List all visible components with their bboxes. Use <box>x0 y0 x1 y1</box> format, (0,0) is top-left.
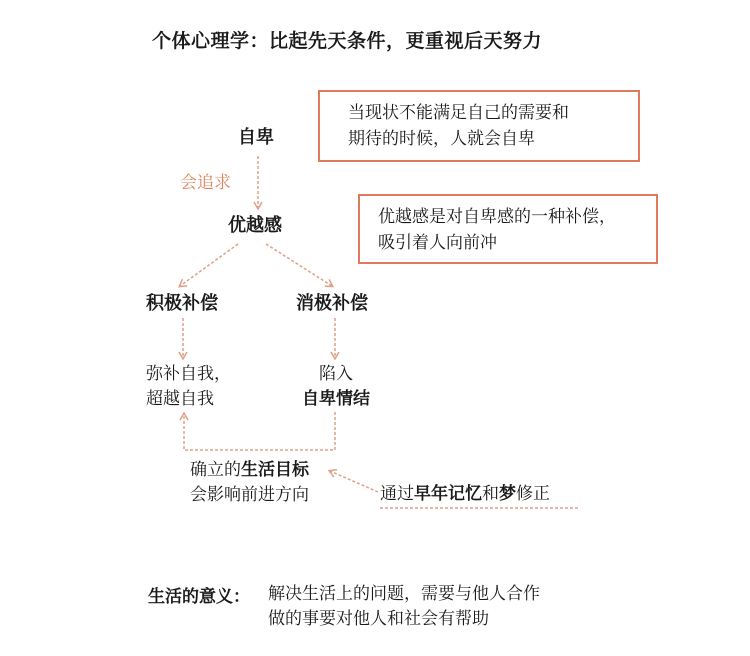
diagram-title: 个体心理学：比起先天条件，更重视后天努力 <box>152 30 543 52</box>
note-line: 优越感是对自卑感的一种补偿， <box>378 207 616 227</box>
note-line: 吸引着人向前冲 <box>378 233 497 253</box>
meaning-text <box>268 582 540 632</box>
note-line: 当现状不能满足自己的需要和 <box>348 103 569 123</box>
arrow-results-merge-up <box>184 412 335 450</box>
node-correction <box>380 482 550 507</box>
correction-bold-memory: 早年记忆 <box>414 484 482 504</box>
note-box-inferiority <box>318 90 640 162</box>
arrow-correction-to-goal <box>330 471 378 492</box>
text-line: 会影响前进方向 <box>190 485 309 505</box>
text-line: 超越自我 <box>146 389 214 409</box>
text-line: 解决生活上的问题，需要与他人合作 <box>268 584 540 604</box>
node-negative-result <box>296 362 376 412</box>
text-line: 自卑情结 <box>302 389 370 409</box>
arrow-superiority-to-positive <box>180 244 238 286</box>
text-line: 弥补自我， <box>146 364 231 384</box>
node-life-goal <box>190 458 309 508</box>
text-line: 陷入 <box>319 364 353 384</box>
note-box-superiority <box>358 194 658 264</box>
meaning-key: 生活的意义： <box>148 587 250 607</box>
goal-bold: 生活目标 <box>241 460 309 480</box>
arrow-superiority-to-negative <box>266 244 332 286</box>
note-line: 期待的时候，人就会自卑 <box>348 129 535 149</box>
node-negative-compensation: 消极补偿 <box>296 293 368 314</box>
node-superiority: 优越感 <box>228 215 282 236</box>
node-positive-result <box>146 362 231 412</box>
node-positive-compensation: 积极补偿 <box>146 293 218 314</box>
text-line <box>190 458 309 483</box>
correction-prefix: 通过 <box>380 484 414 504</box>
correction-suffix: 修正 <box>516 484 550 504</box>
goal-prefix: 确立的 <box>190 460 241 480</box>
correction-bold-dream: 梦 <box>499 484 516 504</box>
correction-mid: 和 <box>482 484 499 504</box>
node-inferiority: 自卑 <box>238 127 274 148</box>
label-pursue: 会追求 <box>180 173 231 193</box>
text-line: 做的事要对他人和社会有帮助 <box>268 609 489 629</box>
